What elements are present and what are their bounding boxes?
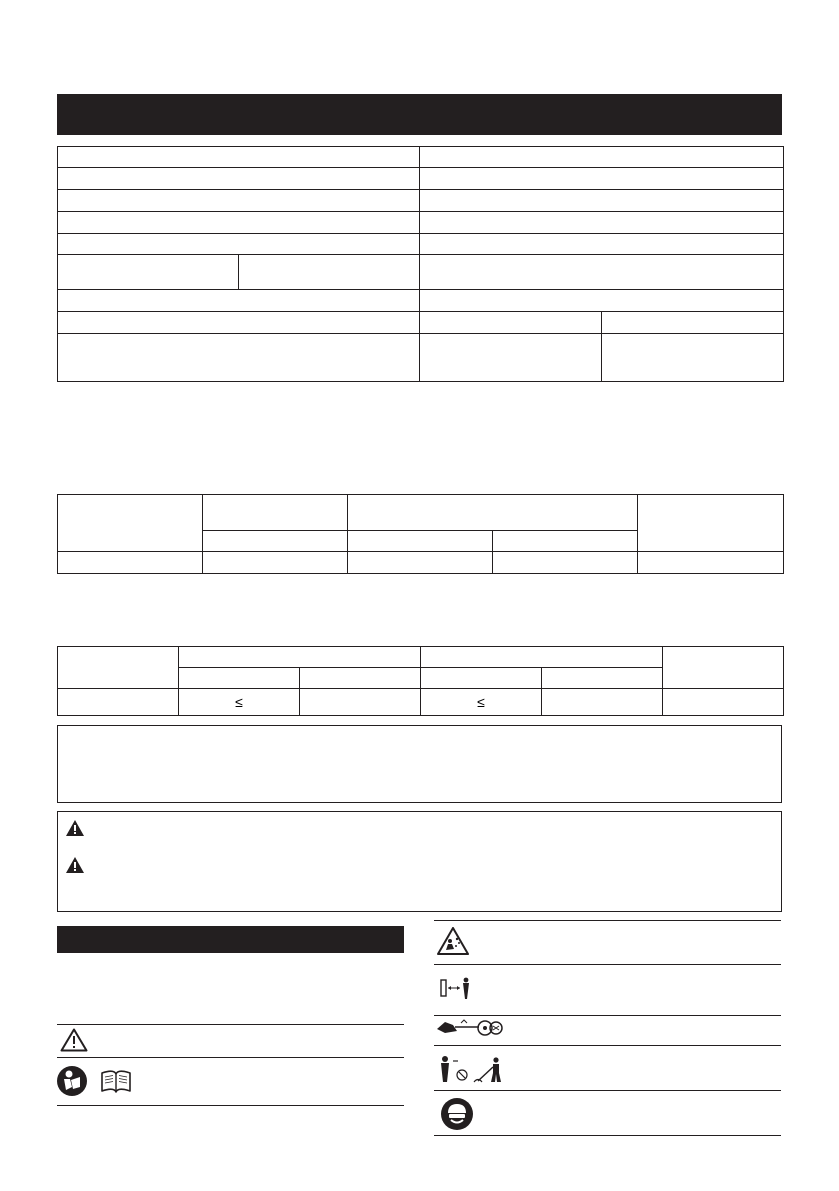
section-header-bar xyxy=(57,94,782,135)
divider xyxy=(434,1045,781,1046)
divider xyxy=(57,1057,404,1058)
table-cell xyxy=(58,190,420,212)
table-cell xyxy=(203,495,348,531)
divider xyxy=(57,1105,404,1106)
table-cell xyxy=(239,255,420,290)
table-cell xyxy=(300,689,421,716)
table-cell xyxy=(179,668,300,689)
table-cell xyxy=(58,495,203,552)
warning-box xyxy=(57,811,782,912)
table-cell xyxy=(58,147,420,168)
table-row xyxy=(58,290,784,312)
divider xyxy=(434,1015,781,1016)
divider xyxy=(434,920,781,921)
symbols-header-bar xyxy=(57,926,404,953)
divider xyxy=(434,964,781,965)
table-row xyxy=(58,212,784,234)
table-cell xyxy=(348,552,493,574)
warning-filled-triangle-icon xyxy=(66,820,84,836)
table-cell xyxy=(542,689,663,716)
table-cell xyxy=(420,334,602,382)
table-cell xyxy=(493,552,638,574)
table-row xyxy=(58,234,784,255)
table-cell xyxy=(58,234,420,255)
table-cell xyxy=(638,495,784,552)
noise-table xyxy=(57,494,784,574)
table-cell xyxy=(58,212,420,234)
table-cell xyxy=(420,212,784,234)
table-cell xyxy=(638,552,784,574)
table-cell xyxy=(203,531,348,552)
table-cell xyxy=(420,147,784,168)
table-cell xyxy=(348,531,493,552)
le-symbol: ≤ xyxy=(421,689,542,716)
table-cell xyxy=(663,647,784,689)
divider xyxy=(57,1024,404,1025)
flying-objects-icon xyxy=(437,927,469,955)
table-cell xyxy=(58,552,203,574)
wear-protection-icon xyxy=(440,1097,474,1131)
tool-direction-icon xyxy=(435,1017,503,1037)
table-cell xyxy=(493,531,638,552)
table-cell xyxy=(420,290,784,312)
table-cell xyxy=(58,647,179,689)
table-row xyxy=(58,689,784,716)
table-row xyxy=(58,495,784,531)
table-row xyxy=(58,190,784,212)
table-row xyxy=(58,647,784,668)
vibration-table xyxy=(57,646,784,716)
table-cell xyxy=(542,668,663,689)
table-cell xyxy=(300,668,421,689)
table-cell xyxy=(663,689,784,716)
keep-distance-icon xyxy=(440,976,472,1000)
warning-filled-triangle-icon xyxy=(66,857,84,873)
table-row xyxy=(58,552,784,574)
read-manual-icon xyxy=(56,1065,136,1097)
table-cell xyxy=(58,168,420,190)
table-cell xyxy=(420,312,602,334)
table-cell xyxy=(58,290,420,312)
table-cell xyxy=(420,168,784,190)
table-cell xyxy=(348,495,638,531)
table-row xyxy=(58,147,784,168)
table-cell xyxy=(602,312,784,334)
table-cell xyxy=(203,552,348,574)
table-cell xyxy=(420,255,784,290)
table-cell xyxy=(58,312,420,334)
table-cell xyxy=(58,255,239,290)
table-cell xyxy=(421,668,542,689)
divider xyxy=(434,1090,781,1091)
table-cell xyxy=(602,334,784,382)
table-cell xyxy=(420,234,784,255)
table-cell xyxy=(179,647,421,668)
table-cell xyxy=(420,190,784,212)
specifications-table xyxy=(57,146,784,382)
divider xyxy=(434,1135,781,1136)
table-cell xyxy=(58,334,420,382)
caution-triangle-icon xyxy=(60,1028,88,1052)
table-row xyxy=(58,312,784,334)
le-symbol: ≤ xyxy=(179,689,300,716)
table-row xyxy=(58,168,784,190)
table-cell xyxy=(58,689,179,716)
table-row xyxy=(58,334,784,382)
notice-box xyxy=(57,725,782,803)
table-row xyxy=(58,255,784,290)
table-cell xyxy=(421,647,663,668)
keep-bystanders-away-icon xyxy=(438,1055,506,1085)
